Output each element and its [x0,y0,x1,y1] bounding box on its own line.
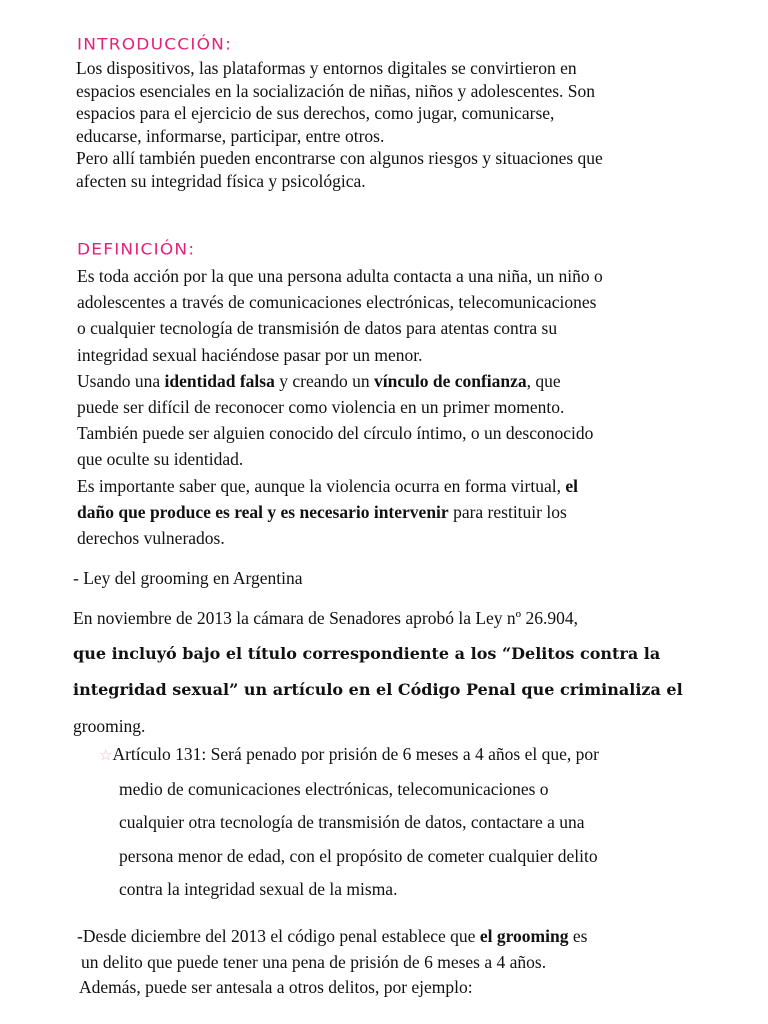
articulo-line: cualquier otra tecnología de transmisión de datos, contactare a una [119,812,585,832]
intro-heading: INTRODUCCIÓN: [77,35,233,55]
text-run: Es importante saber que, aunque la violencia ocurra en forma virtual, [77,475,566,496]
articulo-line: contra la integridad sexual de la misma. [119,879,398,899]
bold-vinculo-confianza: vínculo de confianza [374,370,527,391]
intro-line: Los dispositivos, las plataformas y entornos digitales se convirtieron en [76,58,577,78]
text-run: y creando un [274,370,374,391]
text-run: Artículo 131: Será penado por prisión de 6 meses a 4 años el que, por [112,744,599,764]
cierre-paragraph [77,924,587,1001]
ley-title: - Ley del grooming en Argentina [73,568,303,588]
intro-line: espacios esenciales en la socialización de niñas, niños y adolescentes. Son [76,80,596,101]
ley-line: En noviembre de 2013 la cámara de Senadores aprobó la Ley nº 26.904, [73,608,578,628]
definicion-line: También puede ser alguien conocido del círculo íntimo, o un desconocido [77,423,594,444]
definicion-line [77,368,603,394]
definicion-line [77,473,603,499]
text-run: , que [526,370,561,391]
intro-paragraph [76,57,603,192]
text-run: Usando una [77,370,165,391]
ley-line: integridad sexual” un artículo en el Código Penal que criminaliza el [73,680,683,699]
text-run: es [568,926,588,946]
star-icon: ☆ [99,746,113,764]
cierre-line: un delito que puede tener una pena de prisión de 6 meses a 4 años. [81,951,547,972]
definicion-line: Es toda acción por la que una persona adulta contacta a una niña, un niño o [77,266,603,286]
definicion-paragraph [77,263,603,551]
cierre-line: Además, puede ser antesala a otros delitos, por ejemplo: [79,977,473,997]
intro-line: afecten su integridad física y psicológica. [76,170,366,191]
bold-identidad-falsa: identidad falsa [164,370,275,391]
text-run: para restituir los [448,501,567,522]
ley-paragraph [73,600,683,744]
definicion-line: integridad sexual haciéndose pasar por un menor. [77,344,423,365]
definicion-line: derechos vulnerados. [77,528,225,549]
bold-dano-real: daño que produce es real y es necesario intervenir [77,501,449,522]
cierre-line [77,924,587,950]
definicion-line: adolescentes a través de comunicaciones electrónicas, telecomunicaciones [77,292,597,313]
intro-line: espacios para el ejercicio de sus derechos, como jugar, comunicarse, [76,103,555,123]
articulo-line: medio de comunicaciones electrónicas, telecomunicaciones o [119,778,549,799]
intro-line: Pero allí también pueden encontrarse con algunos riesgos y situaciones que [76,148,603,168]
intro-line: educarse, informarse, participar, entre otros. [76,125,385,146]
definicion-line: puede ser difícil de reconocer como violencia en un primer momento. [77,397,565,418]
definicion-line: o cualquier tecnología de transmisión de datos para atentas contra su [77,318,558,339]
definicion-line: que oculte su identidad. [77,449,244,470]
ley-line: grooming. [73,716,146,736]
text-run: -Desde diciembre del 2013 el código penal establece que [77,926,480,946]
articulo-131 [99,738,599,907]
bold-el-grooming: el grooming [479,926,569,946]
bold-el: el [565,475,578,496]
definicion-heading: DEFINICIÓN: [77,240,196,260]
definicion-line [77,499,603,525]
ley-line: que incluyó bajo el título correspondiente a los “Delitos contra la [73,644,661,663]
articulo-line [99,738,599,773]
articulo-line: persona menor de edad, con el propósito de cometer cualquier delito [119,845,598,866]
